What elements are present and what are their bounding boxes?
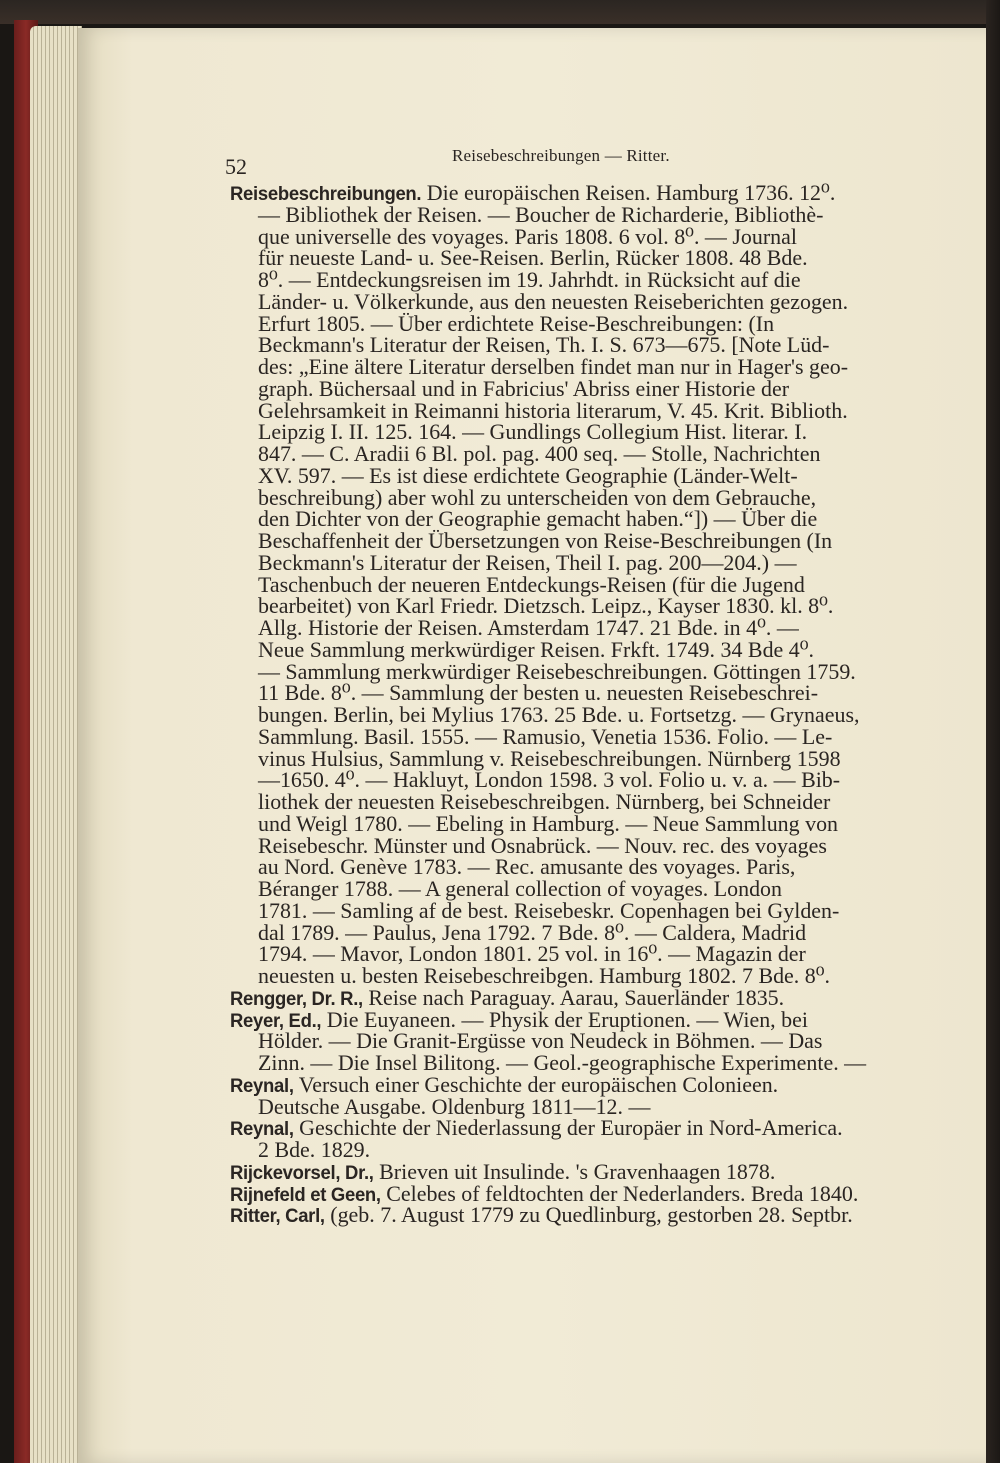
entry-line	[231, 769, 930, 791]
entry-text: Hölder. — Die Granit-Ergüsse von Neudeck in Böhmen. — Das	[258, 1028, 823, 1054]
entry-headword: Reynal,	[230, 1119, 294, 1141]
entry-line	[231, 549, 930, 575]
entry-line	[231, 791, 930, 813]
bibliography-entry	[230, 1117, 950, 1161]
entry-text: Neue Sammlung merkwürdiger Reisen. Frkft. 1749. 34 Bde 4⁰.	[258, 636, 815, 662]
entry-line	[231, 943, 930, 965]
entry-text: Leipzig I. II. 125. 164. — Gundlings Collegium Hist. literar. I.	[258, 419, 808, 445]
bibliography-entries	[230, 182, 950, 1226]
entry-line	[231, 462, 930, 488]
entry-text: 1794. — Mavor, London 1801. 25 vol. in 16⁰. — Magazin der	[258, 941, 806, 967]
entry-line	[231, 682, 930, 704]
entry-text: Reise nach Paraguay. Aarau, Sauerländer 1835.	[362, 984, 785, 1010]
entry-text: XV. 597. — Es ist diese erdichtete Geographie (Länder-Welt-	[258, 462, 798, 488]
entry-text: Allg. Historie der Reisen. Amsterdam 1747. 21 Bde. in 4⁰. —	[258, 615, 799, 640]
entry-line	[231, 1093, 930, 1119]
entry-text: 11 Bde. 8⁰. — Sammlung der besten u. neuesten Reisebeschrei-	[258, 680, 819, 706]
entry-line	[231, 745, 930, 771]
entry-text: —1650. 4⁰. — Hakluyt, London 1598. 3 vol. Folio u. v. a. — Bib-	[258, 767, 841, 793]
entry-line	[231, 310, 930, 336]
entry-text: dal 1789. — Paulus, Jena 1792. 7 Bde. 8⁰. — Caldera, Madrid	[258, 919, 807, 945]
entry-first-line	[230, 1006, 930, 1032]
entry-line	[231, 878, 930, 900]
entry-line	[231, 965, 930, 987]
running-head: Reisebeschreibungen — Ritter.	[452, 146, 670, 165]
entry-text: — Sammlung merkwürdiger Reisebeschreibungen. Göttingen 1759.	[258, 658, 856, 684]
entry-first-line	[230, 984, 930, 1010]
entry-line	[231, 356, 930, 378]
entry-line	[231, 288, 930, 314]
entry-text: Die Euyaneen. — Physik der Eruptionen. — Wien, bei	[321, 1006, 809, 1032]
entry-line	[231, 704, 930, 726]
entry-text: 847. — C. Aradii 6 Bl. pol. pag. 400 seq. — Stolle, Nachrichten	[258, 441, 821, 466]
bibliography-entry	[230, 1180, 950, 1206]
entry-line	[231, 397, 930, 423]
entry-text: Reisebeschr. Münster und Osnabrück. — Nouv. rec. des voyages	[258, 832, 827, 858]
entry-first-line	[230, 1158, 930, 1184]
bibliography-entry	[230, 1204, 950, 1226]
entry-text: graph. Büchersaal und in Fabricius' Abriss einer Historie der	[258, 375, 790, 401]
entry-line	[231, 508, 930, 530]
entry-first-line	[230, 1204, 930, 1226]
page-number: 52	[225, 154, 247, 179]
entry-text: für neueste Land- u. See-Reisen. Berlin, Rücker 1808. 48 Bde.	[258, 245, 808, 271]
entry-headword: Rengger, Dr. R.,	[230, 988, 363, 1010]
entry-line	[231, 269, 930, 291]
entry-line	[231, 1030, 930, 1052]
entry-text: Gelehrsamkeit in Reimanni historia literarum, V. 45. Krit. Biblioth.	[258, 397, 848, 423]
entry-text: vinus Hulsius, Sammlung v. Reisebeschreibungen. Nürnberg 1598	[258, 745, 841, 771]
entry-text: Deutsche Ausgabe. Oldenburg 1811—12. —	[258, 1093, 651, 1119]
entry-line	[231, 223, 930, 249]
entry-text: Zinn. — Die Insel Bilitong. — Geol.-geographische Experimente. —	[258, 1050, 867, 1075]
entry-text: des: „Eine ältere Literatur derselben findet man nur in Hager's geo-	[258, 354, 849, 379]
entry-headword: Rijckevorsel, Dr.,	[230, 1162, 374, 1184]
entry-line	[231, 334, 930, 356]
entry-first-line	[230, 1071, 930, 1097]
entry-headword: Reynal,	[230, 1075, 294, 1097]
entry-text: au Nord. Genève 1783. — Rec. amusante des voyages. Paris,	[258, 854, 796, 880]
entry-first-line	[230, 1117, 930, 1139]
bibliography-entry	[230, 1071, 950, 1119]
entry-line	[231, 658, 930, 684]
entry-text: Länder- u. Völkerkunde, aus den neuesten Reiseberichten gezogen.	[258, 288, 849, 314]
entry-text: 1781. — Samling af de best. Reisebeskr. Copenhagen bei Gylden-	[258, 897, 840, 923]
entry-line	[231, 810, 930, 836]
entry-line	[231, 617, 930, 639]
entry-first-line	[230, 182, 930, 204]
entry-line	[231, 443, 930, 465]
entry-line	[231, 897, 930, 923]
entry-text: den Dichter von der Geographie gemacht haben.“]) — Über die	[258, 506, 818, 532]
bibliography-entry	[230, 1158, 950, 1184]
book-cover-right-edge	[986, 0, 1000, 1463]
entry-text: 2 Bde. 1829.	[258, 1137, 371, 1162]
entry-text: Geschichte der Niederlassung der Europäer in Nord-America.	[293, 1115, 843, 1141]
entry-text: (geb. 7. August 1779 zu Quedlinburg, gestorben 28. Septbr.	[324, 1202, 853, 1228]
entry-line	[231, 856, 930, 878]
entry-headword: Rijnefeld et Geen,	[230, 1184, 381, 1206]
entry-line	[231, 723, 930, 749]
entry-text: Versuch einer Geschichte der europäischen Colonieen.	[293, 1071, 779, 1097]
bibliography-entry	[230, 984, 950, 1010]
entry-first-line	[230, 1180, 930, 1206]
entry-text: Brieven uit Insulinde. 's Gravenhaagen 1878.	[373, 1158, 776, 1184]
entry-text: Beckmann's Literatur der Reisen, Th. I. S. 673—675. [Note Lüd-	[258, 332, 830, 358]
entry-text: Beckmann's Literatur der Reisen, Theil I. pag. 200—204.) —	[258, 549, 797, 575]
entry-text: 8⁰. — Entdeckungsreisen im 19. Jahrhdt. in Rücksicht auf die	[258, 267, 801, 292]
entry-text: und Weigl 1780. — Ebeling in Hamburg. — Neue Sammlung von	[258, 810, 839, 836]
entry-text: Beschaffenheit der Übersetzungen von Reise-Beschreibungen (In	[258, 528, 833, 553]
entry-line	[231, 1052, 930, 1074]
entry-line	[231, 375, 930, 401]
entry-line	[231, 1139, 930, 1161]
book-cover-top-edge	[0, 0, 1000, 24]
entry-text: bearbeitet) von Karl Friedr. Dietzsch. Leipz., Kayser 1830. kl. 8⁰.	[258, 593, 834, 619]
entry-line	[231, 484, 930, 510]
entry-text: beschreibung) aber wohl zu unterscheiden von dem Gebrauche,	[258, 484, 817, 510]
entry-line	[231, 421, 930, 443]
entry-line	[231, 247, 930, 269]
bibliography-entry	[230, 182, 950, 987]
entry-text: Sammlung. Basil. 1555. — Ramusio, Venetia 1536. Folio. — Le-	[258, 723, 833, 749]
bibliography-entry	[230, 1006, 950, 1075]
entry-headword: Reyer, Ed.,	[230, 1010, 322, 1032]
page-block-edges	[30, 26, 82, 1463]
entry-line	[231, 595, 930, 617]
entry-text: Celebes of feldtochten der Nederlanders. Breda 1840.	[380, 1180, 859, 1206]
entry-text: — Bibliothek der Reisen. — Boucher de Richarderie, Bibliothè-	[258, 201, 824, 227]
entry-text: Taschenbuch der neueren Entdeckungs-Reisen (für die Jugend	[258, 571, 805, 597]
entry-text: Béranger 1788. — A general collection of voyages. London	[258, 876, 782, 901]
entry-text: que universelle des voyages. Paris 1808. 6 vol. 8⁰. — Journal	[258, 223, 797, 249]
entry-text: Die europäischen Reisen. Hamburg 1736. 12⁰.	[421, 180, 836, 205]
entry-text: liothek der neuesten Reisebeschreibgen. Nürnberg, bei Schneider	[258, 789, 831, 814]
entry-line	[231, 571, 930, 597]
entry-line	[231, 636, 930, 662]
entry-line	[231, 832, 930, 858]
entry-text: bungen. Berlin, bei Mylius 1763. 25 Bde. u. Fortsetzg. — Grynaeus,	[258, 702, 860, 727]
entry-text: neuesten u. besten Reisebeschreibgen. Hamburg 1802. 7 Bde. 8⁰.	[258, 963, 831, 988]
entry-headword: Reisebeschreibungen.	[230, 184, 422, 205]
entry-headword: Ritter, Carl,	[230, 1206, 325, 1228]
entry-text: Erfurt 1805. — Über erdichtete Reise-Beschreibungen: (In	[258, 310, 775, 336]
entry-line	[231, 201, 930, 227]
entry-line	[231, 530, 930, 552]
entry-line	[231, 919, 930, 945]
